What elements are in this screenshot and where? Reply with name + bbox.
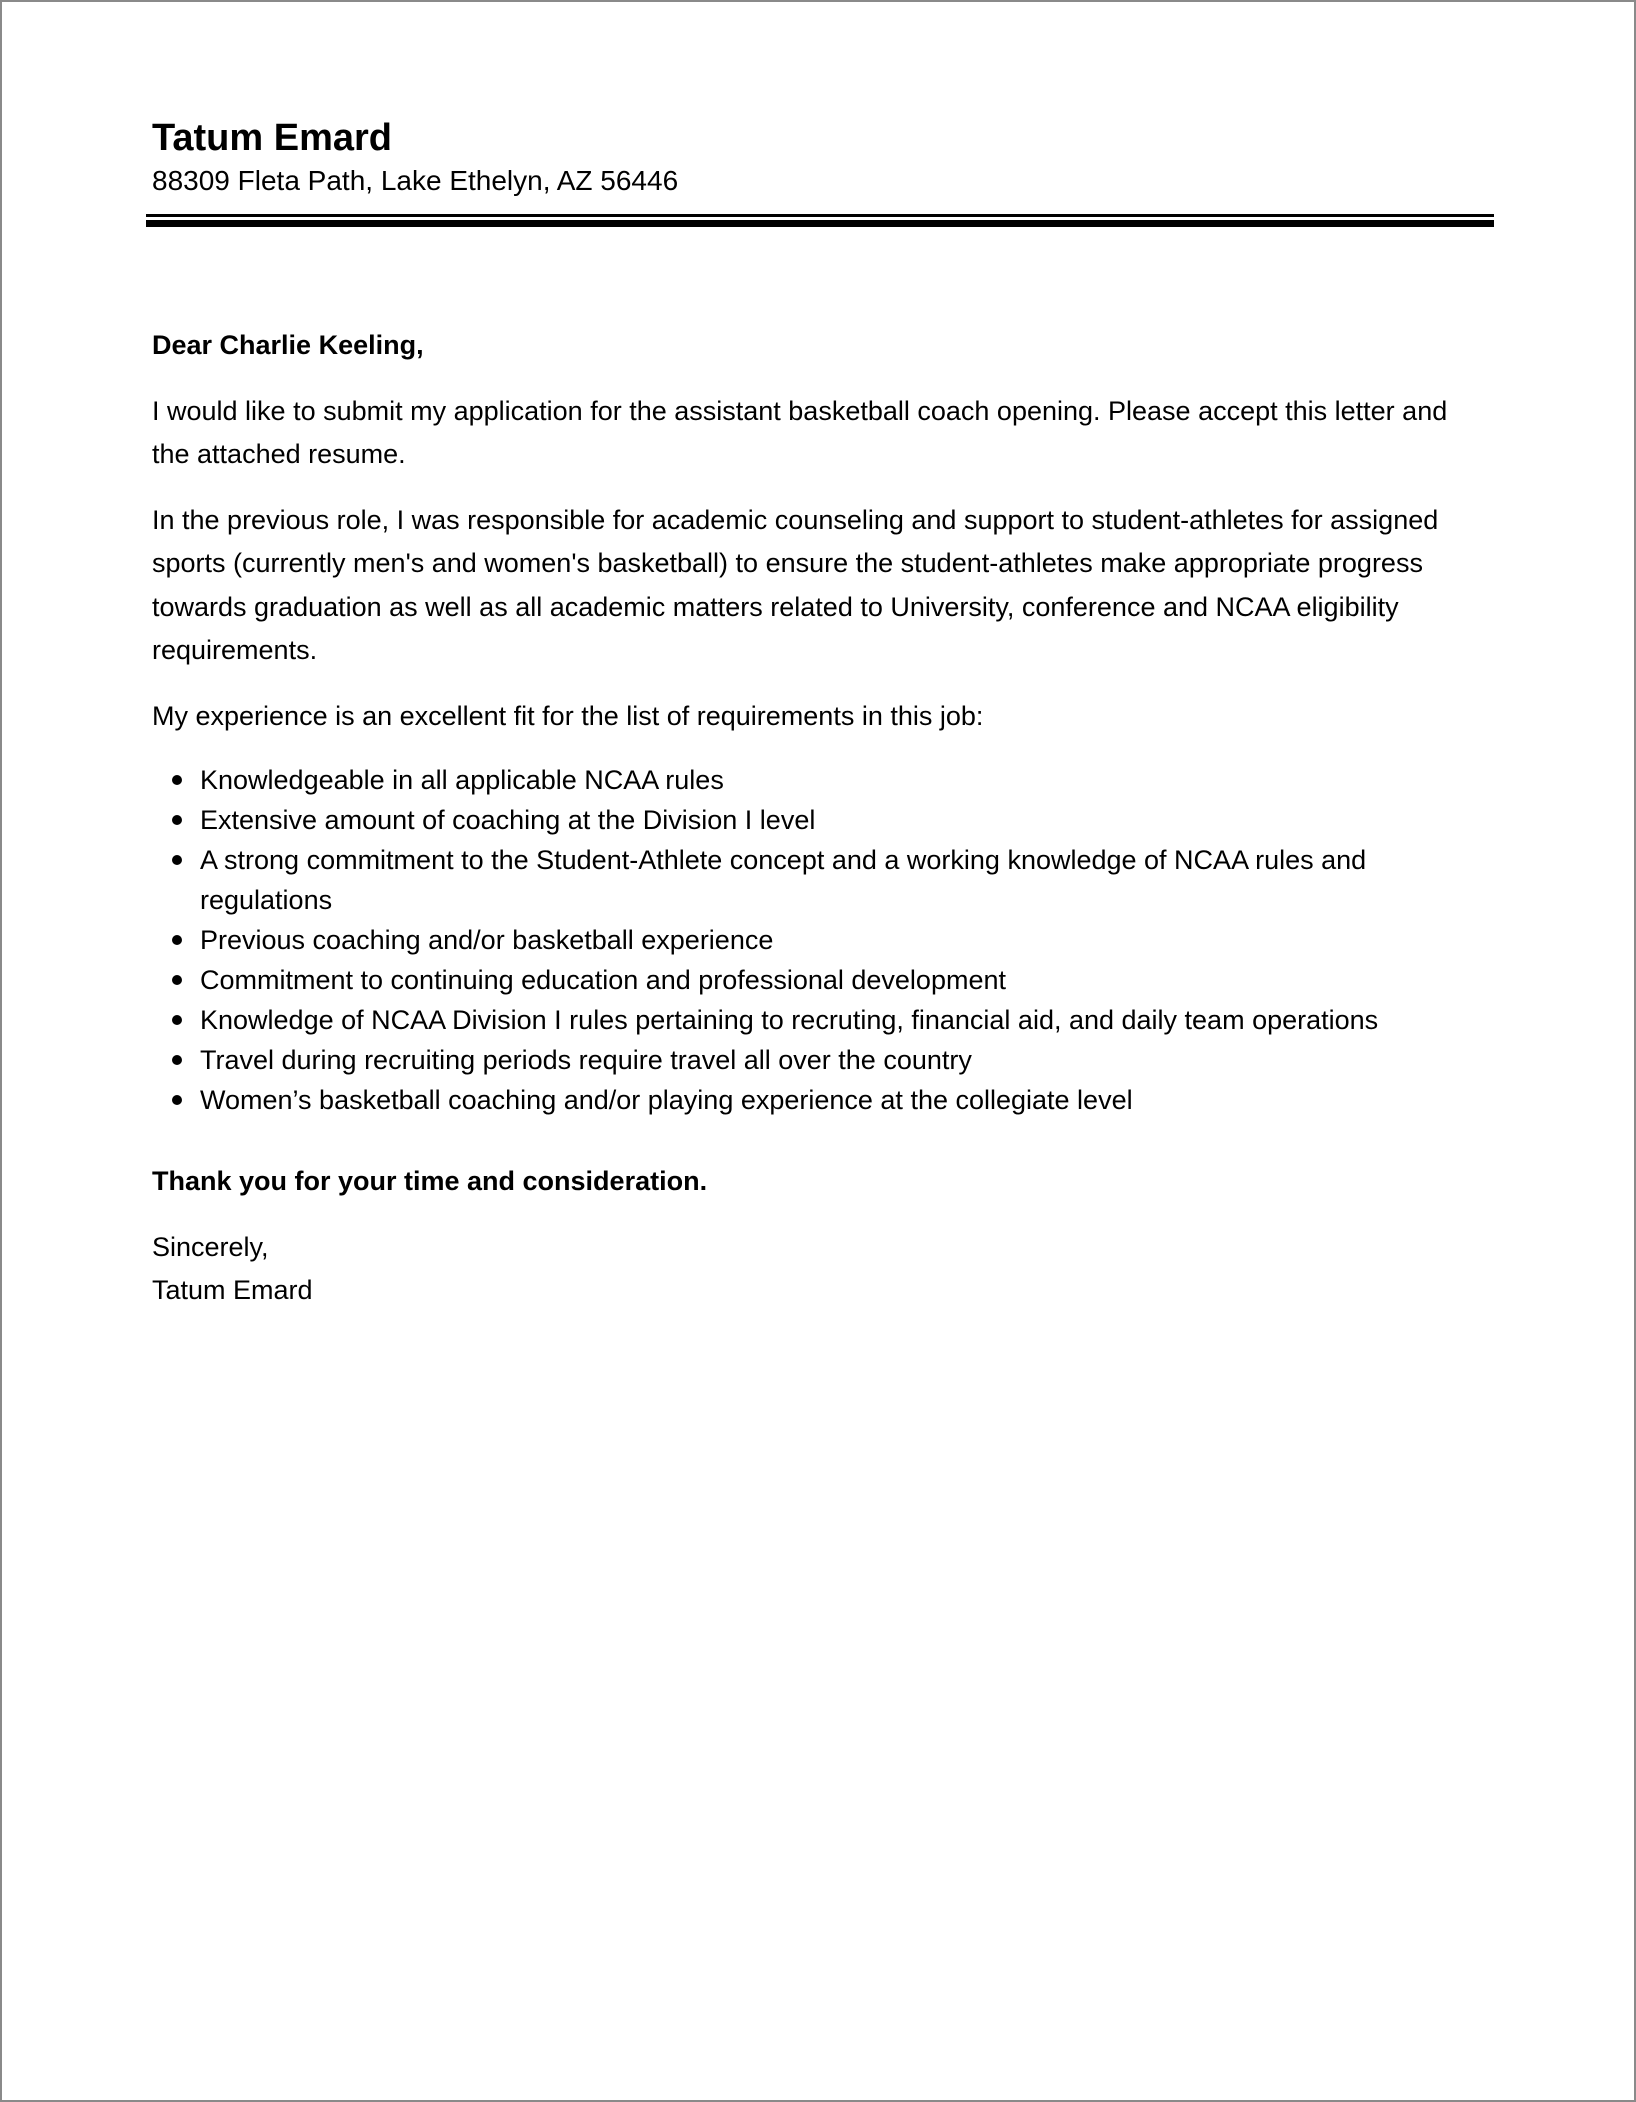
sender-address: 88309 Fleta Path, Lake Ethelyn, AZ 56446 bbox=[152, 165, 679, 196]
thank-you-line: Thank you for your time and consideration. bbox=[152, 1166, 708, 1196]
bullet-icon bbox=[172, 1055, 182, 1065]
list-item-text: Extensive amount of coaching at the Division I level bbox=[200, 805, 816, 835]
list-item bbox=[152, 1000, 1482, 1040]
bullet-icon bbox=[172, 815, 182, 825]
bullet-icon bbox=[172, 775, 182, 785]
paragraph-experience: In the previous role, I was responsible for academic counseling and support to student-athletes for assigned sports (currently men's and women's basketball) to ensure the student-athletes make appropriate progress towards graduation as well as all academic matters related to University, conference and NCAA eligibility requirements. bbox=[152, 504, 1439, 665]
list-item bbox=[152, 800, 1482, 840]
letter-body bbox=[152, 324, 1482, 1313]
list-item bbox=[152, 920, 1482, 960]
salutation: Dear Charlie Keeling, bbox=[152, 330, 424, 360]
list-item bbox=[152, 960, 1482, 1000]
letter-header bbox=[152, 114, 1492, 200]
list-item bbox=[152, 1080, 1482, 1120]
list-item-text: Knowledgeable in all applicable NCAA rules bbox=[200, 765, 724, 795]
requirements-list bbox=[152, 760, 1482, 1120]
list-item-text: Previous coaching and/or basketball experience bbox=[200, 925, 774, 955]
list-item-text: Commitment to continuing education and professional development bbox=[200, 965, 1006, 995]
header-divider bbox=[146, 214, 1494, 227]
sender-name: Tatum Emard bbox=[152, 117, 393, 159]
bullet-icon bbox=[172, 855, 182, 865]
list-item-text: Travel during recruiting periods require travel all over the country bbox=[200, 1045, 972, 1075]
paragraph-fit: My experience is an excellent fit for the list of requirements in this job: bbox=[152, 700, 984, 731]
list-item-text: Knowledge of NCAA Division I rules pertaining to recruting, financial aid, and daily team operations bbox=[200, 1005, 1379, 1035]
closing: Sincerely, bbox=[152, 1231, 269, 1262]
signature-name: Tatum Emard bbox=[152, 1275, 313, 1305]
list-item-text: A strong commitment to the Student-Athlete concept and a working knowledge of NCAA rules and regulations bbox=[200, 845, 1367, 915]
bullet-icon bbox=[172, 1095, 182, 1105]
list-item-text: Women’s basketball coaching and/or playing experience at the collegiate level bbox=[200, 1085, 1133, 1115]
list-item bbox=[152, 840, 1482, 920]
divider-thick-line bbox=[146, 220, 1494, 227]
list-item bbox=[152, 1040, 1482, 1080]
bullet-icon bbox=[172, 975, 182, 985]
list-item bbox=[152, 760, 1482, 800]
bullet-icon bbox=[172, 935, 182, 945]
paragraph-intro: I would like to submit my application for the assistant basketball coach opening. Please accept this letter and the attached resume. bbox=[152, 395, 1448, 469]
bullet-icon bbox=[172, 1015, 182, 1025]
